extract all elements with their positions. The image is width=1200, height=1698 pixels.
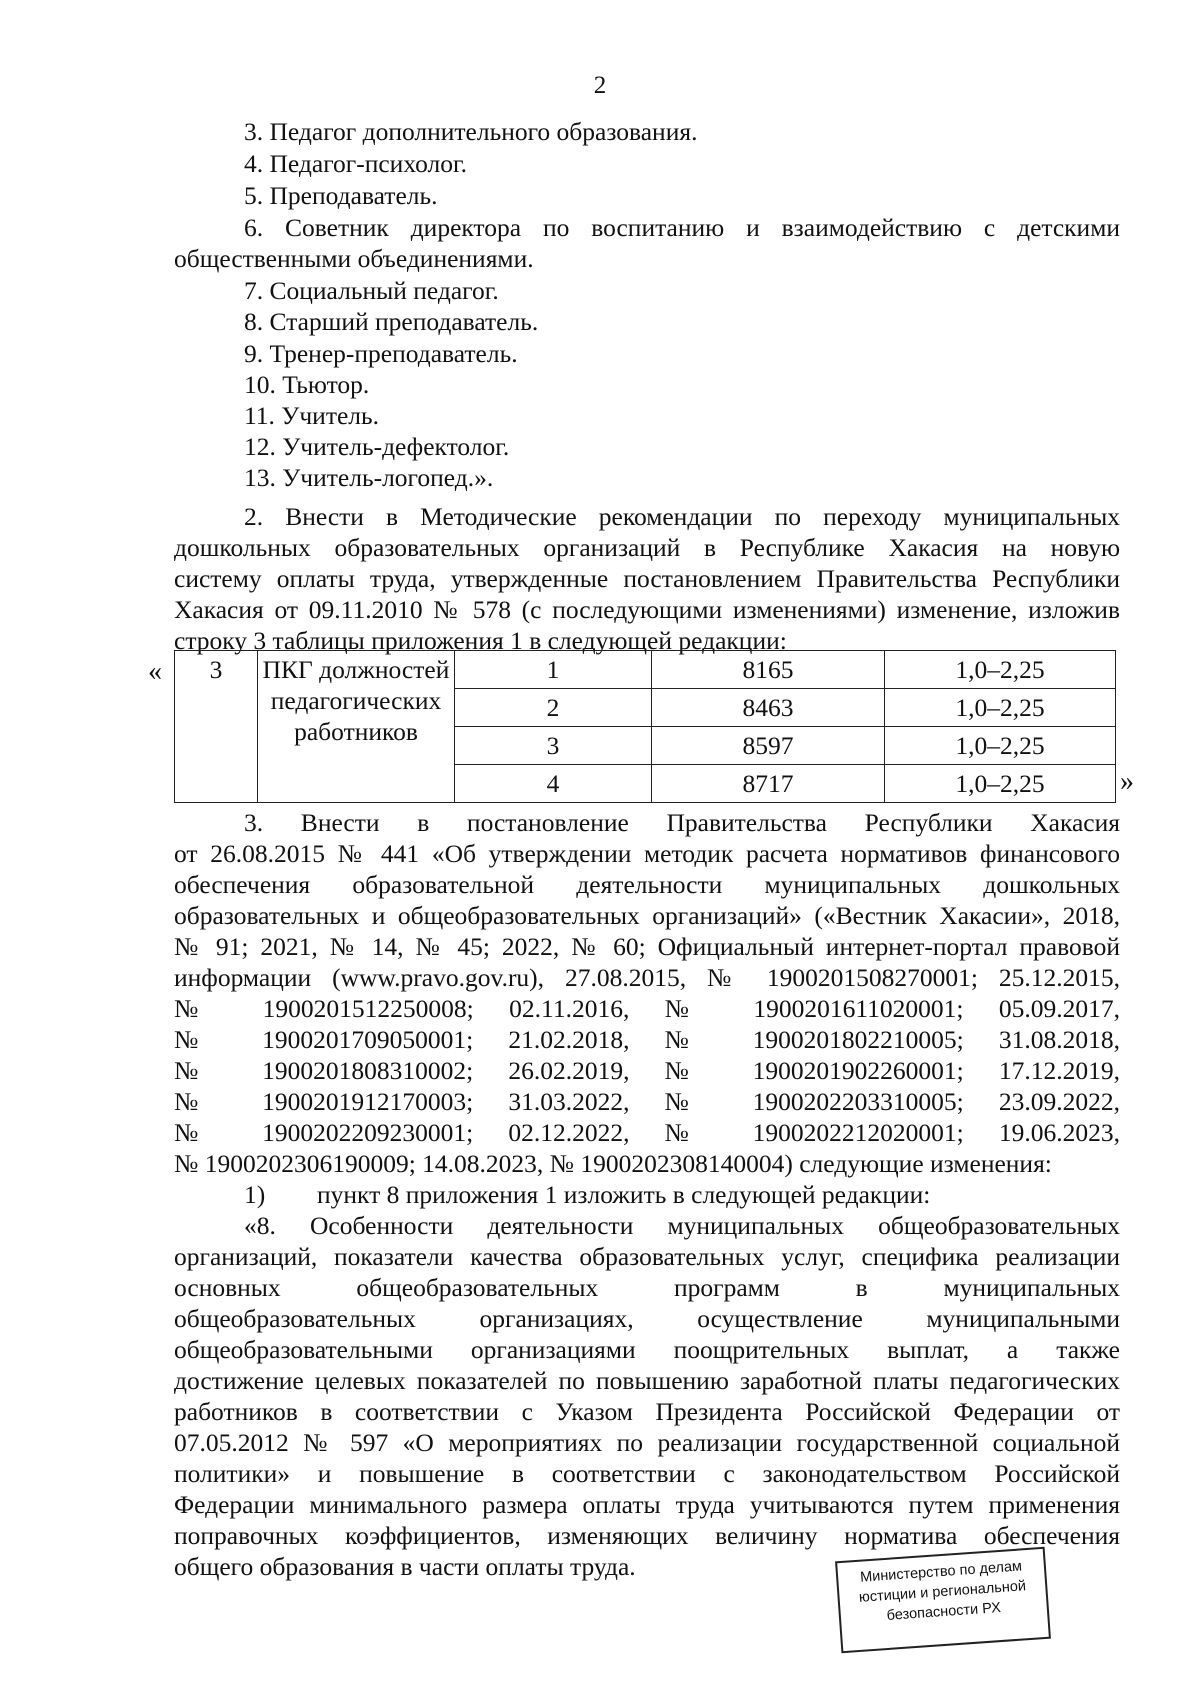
paragraph-line: № 1900201709050001; 21.02.2018, № 1900201802210005; 31.08.2018, — [174, 1025, 1120, 1054]
stamp-line: безопасности РХ — [886, 1600, 1002, 1624]
paragraph-line: дошкольных образовательных организаций в Республике Хакасия на новую — [174, 533, 1120, 562]
paragraph-line: Хакасия от 09.11.2010 № 578 (с последующими изменениями) изменение, изложив — [174, 595, 1120, 624]
stamp-line: Министерство по делам — [859, 1558, 1023, 1586]
paragraph-line: общего образования в части оплаты труда. — [174, 1552, 636, 1581]
list-item: 5. Преподаватель. — [244, 181, 438, 210]
subitem-text: пункт 8 приложения 1 изложить в следующей редакции: — [317, 1180, 931, 1209]
paragraph-line: «8. Особенности деятельности муниципальных общеобразовательных — [244, 1211, 1120, 1240]
list-item: 11. Учитель. — [244, 401, 380, 430]
paragraph-line: обеспечения образовательной деятельности муниципальных дошкольных — [174, 870, 1120, 899]
coef-cell: 1,0–2,25 — [885, 651, 1116, 689]
salary-cell: 8597 — [652, 727, 885, 765]
list-item-continuation: общественными объединениями. — [174, 244, 534, 273]
level-cell: 1 — [455, 651, 652, 689]
pkg-table — [174, 650, 1116, 803]
open-quote: « — [148, 656, 162, 687]
level-cell: 3 — [455, 727, 652, 765]
paragraph-line: информации (www.pravo.gov.ru), 27.08.2015, № 1900201508270001; 25.12.2015, — [174, 963, 1120, 992]
ministry-stamp — [835, 1547, 1051, 1653]
list-item: 12. Учитель-дефектолог. — [244, 432, 510, 461]
list-item: 9. Тренер-преподаватель. — [244, 339, 518, 368]
coef-cell: 1,0–2,25 — [885, 689, 1116, 727]
stamp-line: юстиции и региональной — [858, 1578, 1027, 1606]
paragraph-line: 3. Внести в постановление Правительства Республики Хакасия — [244, 808, 1120, 837]
subitem-number: 1) — [244, 1180, 266, 1209]
paragraph-line: поправочных коэффициентов, изменяющих величину норматива обеспечения — [174, 1521, 1120, 1550]
salary-cell: 8717 — [652, 765, 885, 803]
level-cell: 4 — [455, 765, 652, 803]
paragraph-line: достижение целевых показателей по повышению заработной платы педагогических — [174, 1366, 1120, 1395]
coef-cell: 1,0–2,25 — [885, 727, 1116, 765]
group-name-cell — [258, 651, 455, 803]
paragraph-line: систему оплаты труда, утвержденные постановлением Правительства Республики — [174, 564, 1120, 593]
paragraph-line: Федерации минимального размера оплаты труда учитываются путем применения — [174, 1490, 1120, 1519]
salary-cell: 8165 — [652, 651, 885, 689]
paragraph-line: образовательных и общеобразовательных организаций» («Вестник Хакасии», 2018, — [174, 901, 1120, 930]
list-item: 6. Советник директора по воспитанию и взаимодействию с детскими — [244, 213, 1120, 242]
paragraph-line: организаций, показатели качества образовательных услуг, специфика реализации — [174, 1242, 1120, 1271]
close-quote: » — [1120, 766, 1134, 797]
list-item: 8. Старший преподаватель. — [244, 307, 539, 336]
paragraph-line: политики» и повышение в соответствии с законодательством Российской — [174, 1459, 1120, 1488]
list-item: 10. Тьютор. — [244, 370, 370, 399]
paragraph-line: работников в соответствии с Указом Президента Российской Федерации от — [174, 1397, 1120, 1426]
group-name-line: работников — [294, 717, 418, 746]
paragraph-line: 07.05.2012 № 597 «О мероприятиях по реализации государственной социальной — [174, 1428, 1120, 1457]
paragraph-line: строку 3 таблицы приложения 1 в следующей редакции: — [174, 626, 787, 655]
paragraph-line: № 1900201808310002; 26.02.2019, № 1900201902260001; 17.12.2019, — [174, 1056, 1120, 1085]
page-number: 2 — [593, 72, 607, 99]
paragraph-line: от 26.08.2015 № 441 «Об утверждении методик расчета нормативов финансового — [174, 839, 1120, 868]
row-number-cell: 3 — [175, 651, 258, 803]
list-item: 4. Педагог-психолог. — [244, 149, 467, 178]
paragraph-line: № 1900201912170003; 31.03.2022, № 1900202203310005; 23.09.2022, — [174, 1087, 1120, 1116]
level-cell: 2 — [455, 689, 652, 727]
paragraph-line: общеобразовательных организациях, осуществление муниципальными — [174, 1304, 1120, 1333]
paragraph-line: № 1900202209230001; 02.12.2022, № 1900202212020001; 19.06.2023, — [174, 1118, 1120, 1147]
list-item: 13. Учитель-логопед.». — [244, 463, 494, 492]
paragraph-line: № 1900202306190009; 14.08.2023, № 1900202308140004) следующие изменения: — [174, 1149, 1052, 1178]
salary-cell: 8463 — [652, 689, 885, 727]
group-name-line: педагогических — [270, 686, 442, 715]
list-item: 3. Педагог дополнительного образования. — [244, 117, 698, 146]
paragraph-line: 2. Внести в Методические рекомендации по переходу муниципальных — [244, 502, 1120, 531]
list-item: 7. Социальный педагог. — [244, 276, 499, 305]
paragraph-line: № 91; 2021, № 14, № 45; 2022, № 60; Официальный интернет-портал правовой — [174, 932, 1120, 961]
coef-cell: 1,0–2,25 — [885, 765, 1116, 803]
paragraph-line: основных общеобразовательных программ в муниципальных — [174, 1273, 1120, 1302]
group-name-line: ПКГ должностей — [262, 655, 450, 684]
paragraph-line: общеобразовательными организациями поощрительных выплат, а также — [174, 1335, 1120, 1364]
paragraph-line: № 1900201512250008; 02.11.2016, № 1900201611020001; 05.09.2017, — [174, 994, 1120, 1023]
